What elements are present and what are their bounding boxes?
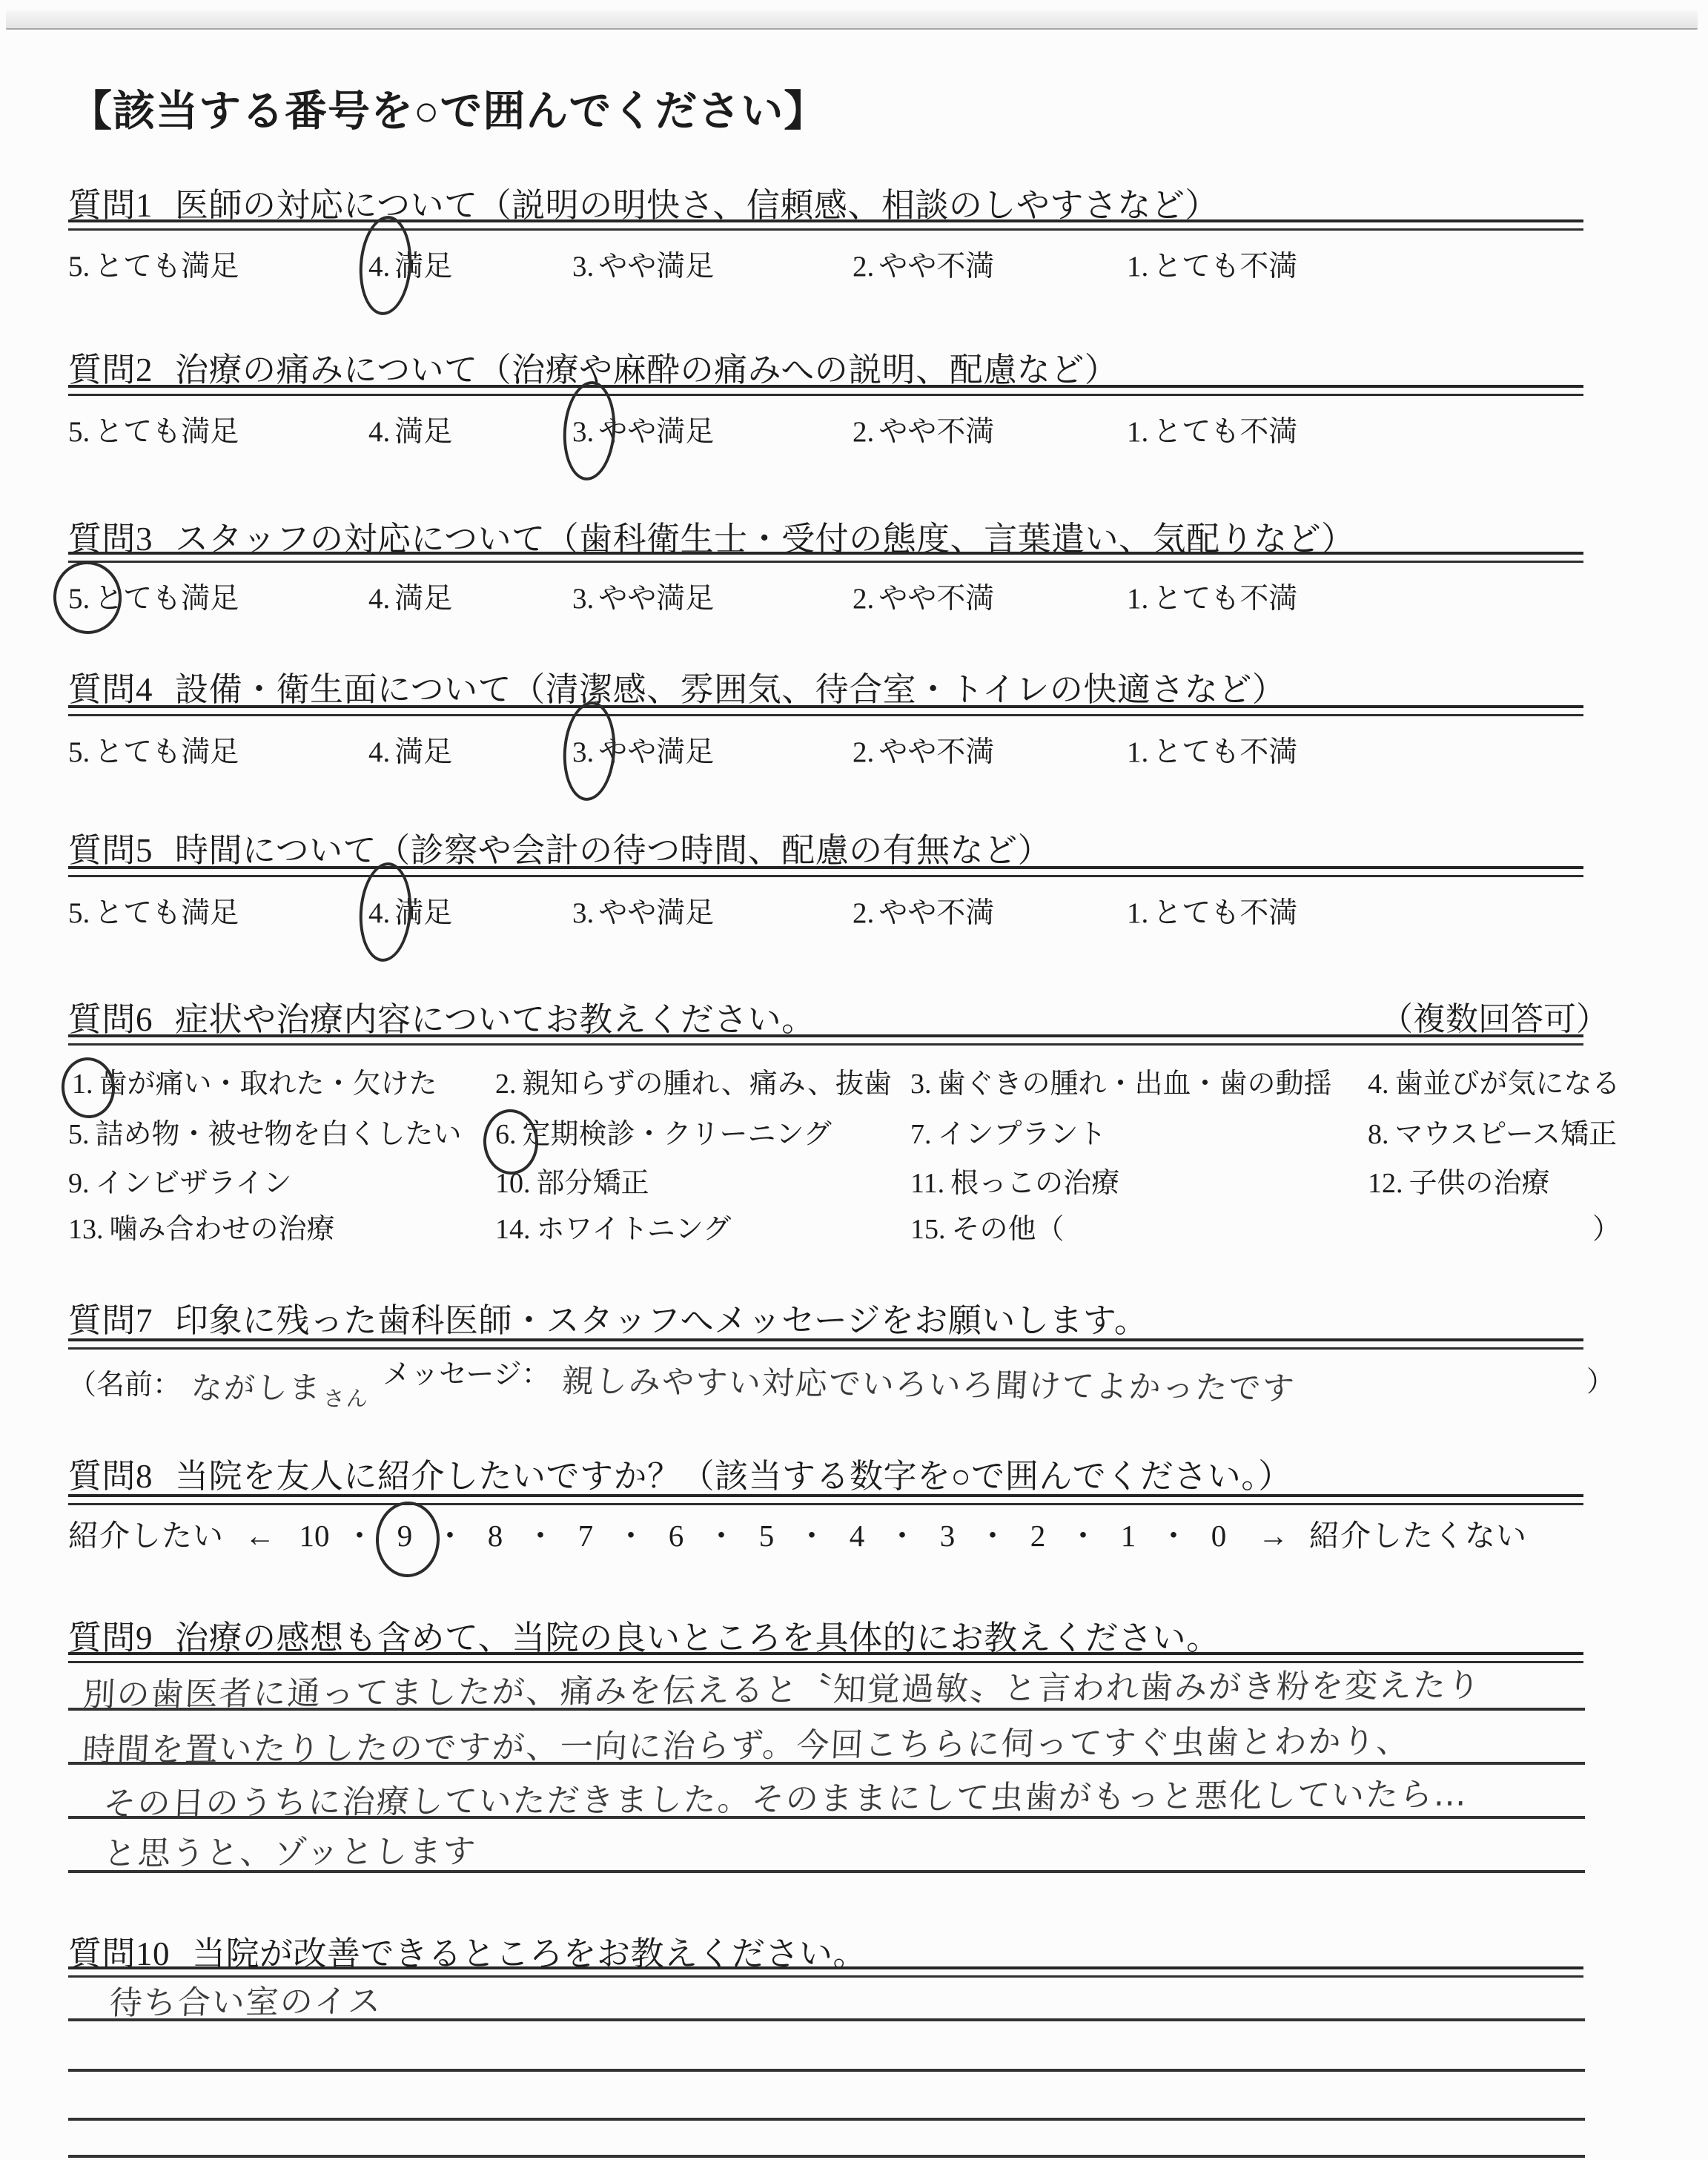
question-label: 質問6 [68, 1001, 153, 1038]
question-7-header [68, 1293, 1148, 1341]
q7-name-label: （名前： [68, 1370, 182, 1401]
question-4-header [68, 662, 1285, 710]
q6-option-3: 3. 歯ぐきの腫れ・出血・歯の動揺 [910, 1069, 1332, 1100]
q8-number-0: 0 [1211, 1519, 1227, 1553]
question-label: 質問4 [68, 671, 153, 708]
question-label: 質問5 [68, 832, 153, 869]
q10-handwritten-line-1: 待ち合い室のイス [108, 1982, 383, 2023]
q8-dot: ・ [1068, 1519, 1099, 1553]
likert-option-4: 4. 満足 [368, 890, 452, 931]
q7-message-value-handwritten: 親しみやすい対応でいろいろ聞けてよかったです [560, 1362, 1297, 1408]
q6-other-close-paren: ） [1592, 1214, 1621, 1245]
section-rule [68, 385, 1583, 396]
q8-number-4: 4 [849, 1519, 865, 1553]
likert-option-5: 5. とても満足 [68, 575, 239, 617]
question-title: 治療の痛みについて（治療や麻酔の痛みへの説明、配慮など） [175, 351, 1119, 389]
likert-option-1: 1. とても不満 [1127, 897, 1298, 929]
section-rule [68, 705, 1583, 716]
likert-row-q2 [0, 409, 1708, 453]
q6-option-13: 13. 噛み合わせの治療 [68, 1214, 335, 1245]
likert-option-4: 4. 満足 [368, 416, 453, 448]
q9-handwritten-line-2: 時間を置いたりしたのですが、一向に治らず。今回こちらに伺ってすぐ虫歯とわかり、 [82, 1722, 1411, 1770]
scan-artifact-bar [6, 10, 1698, 30]
answer-line [68, 2069, 1585, 2072]
q8-right-label: 紹介したくない [1309, 1519, 1527, 1553]
q8-number-2: 2 [1030, 1519, 1046, 1553]
q6-option-11: 11. 根っこの治療 [910, 1168, 1120, 1199]
multiple-answers-note: （複数回答可） [1380, 1001, 1609, 1037]
likert-option-5: 5. とても満足 [68, 416, 239, 448]
page-title: 【該当する番号を○で囲んでください】 [70, 88, 827, 135]
q6-option-1: 1. 歯が痛い・取れた・欠けた [72, 1060, 437, 1101]
likert-option-5: 5. とても満足 [68, 251, 239, 283]
q7-name-suffix-handwritten: さん [322, 1385, 370, 1412]
question-title: 治療の感想も含めて、当院の良いところを具体的にお教えください。 [175, 1619, 1220, 1657]
q8-number-10: 10 [299, 1519, 330, 1553]
likert-option-4: 4. 満足 [368, 736, 453, 768]
q6-option-9: 9. インビザライン [68, 1168, 292, 1199]
likert-option-3: 3. やや満足 [572, 729, 714, 770]
likert-row-q1 [0, 243, 1708, 288]
likert-option-2: 2. やや不満 [853, 416, 995, 448]
question-5-header [68, 823, 1051, 871]
likert-option-2: 2. やや不満 [853, 897, 995, 929]
q8-number-1: 1 [1120, 1519, 1136, 1553]
question-label: 質問10 [68, 1935, 171, 1972]
question-label: 質問8 [68, 1458, 153, 1495]
q8-number-5: 5 [758, 1519, 775, 1553]
question-8-header [68, 1449, 1292, 1497]
q8-number-9: 9 [386, 1518, 423, 1553]
likert-option-5: 5. とても満足 [68, 736, 239, 768]
q7-answer-row [68, 1358, 1297, 1412]
likert-option-3: 3. やや満足 [572, 409, 714, 450]
likert-option-2: 2. やや不満 [853, 251, 995, 283]
q9-handwritten-line-3: その日のうちに治療していただきました。そのままにして虫歯がもっと悪化していたら… [102, 1775, 1469, 1823]
q6-option-8: 8. マウスピース矯正 [1368, 1119, 1617, 1150]
q7-message-label: メッセージ： [383, 1359, 550, 1390]
question-title: 医師の対応について（説明の明快さ、信頼感、相談のしやすさなど） [175, 187, 1219, 224]
q6-option-15: 15. その他（ [910, 1214, 1065, 1245]
q8-dot: ・ [887, 1519, 918, 1553]
likert-option-1: 1. とても不満 [1127, 416, 1298, 448]
q9-handwritten-line-4: と思うと、ゾッとします [102, 1832, 478, 1873]
q8-dot: ・ [434, 1519, 466, 1553]
likert-option-2: 2. やや不満 [853, 583, 995, 615]
question-title: 当院が改善できるところをお教えください。 [192, 1935, 867, 1972]
likert-option-3: 3. やや満足 [572, 897, 715, 929]
section-rule [68, 866, 1583, 877]
likert-row-q3 [0, 575, 1708, 620]
q6-option-12: 12. 子供の治療 [1368, 1168, 1550, 1199]
likert-option-1: 1. とても不満 [1127, 736, 1298, 768]
likert-option-3: 3. やや満足 [572, 251, 715, 283]
q7-close-paren: ） [1586, 1367, 1615, 1398]
likert-option-5: 5. とても満足 [68, 897, 239, 929]
q7-name-value-handwritten: ながしま [190, 1369, 323, 1407]
q8-dot: ・ [706, 1519, 737, 1553]
question-title: 症状や治療内容についてお教えください。 [175, 1001, 815, 1038]
question-label: 質問3 [68, 521, 153, 558]
q8-dot: ・ [1158, 1519, 1189, 1553]
question-label: 質問7 [68, 1302, 153, 1339]
section-rule [68, 1494, 1583, 1505]
question-title: 印象に残った歯科医師・スタッフへメッセージをお願いします。 [175, 1302, 1148, 1339]
q8-dot: ・ [344, 1519, 375, 1553]
q8-number-7: 7 [577, 1519, 594, 1553]
q6-option-10: 10. 部分矯正 [495, 1168, 649, 1199]
likert-option-1: 1. とても不満 [1127, 583, 1298, 615]
q6-option-4: 4. 歯並びが気になる [1368, 1069, 1621, 1100]
right-arrow-icon: → [1258, 1519, 1288, 1553]
q8-left-label: 紹介したい [68, 1519, 224, 1553]
q8-number-6: 6 [668, 1519, 684, 1553]
likert-option-3: 3. やや満足 [572, 583, 715, 615]
q8-number-8: 8 [487, 1519, 503, 1553]
q8-number-3: 3 [939, 1519, 956, 1553]
answer-line [68, 2155, 1585, 2158]
q6-option-5: 5. 詰め物・被せ物を白くしたい [68, 1119, 462, 1150]
q9-handwritten-line-1: 別の歯医者に通ってましたが、痛みを伝えると〝知覚過敏〟と言われ歯みがき粉を変えたり [82, 1666, 1483, 1714]
q6-option-6: 6. 定期検診・クリーニング [495, 1111, 832, 1152]
section-rule [68, 1034, 1583, 1046]
question-title: 設備・衛生面について（清潔感、雰囲気、待合室・トイレの快適さなど） [175, 671, 1286, 708]
likert-option-4: 4. 満足 [368, 583, 453, 615]
q8-scale-row [68, 1511, 1527, 1555]
likert-option-4: 4. 満足 [368, 243, 452, 285]
q6-option-2: 2. 親知らずの腫れ、痛み、抜歯 [495, 1069, 893, 1100]
section-rule [68, 552, 1583, 563]
left-arrow-icon: ← [245, 1519, 275, 1553]
q8-dot: ・ [615, 1519, 646, 1553]
likert-row-q4 [0, 729, 1708, 773]
question-title: スタッフの対応について（歯科衛生士・受付の態度、言葉遣い、気配りなど） [175, 521, 1355, 558]
likert-row-q5 [0, 890, 1708, 934]
q8-dot: ・ [525, 1519, 556, 1553]
question-label: 質問2 [68, 351, 153, 389]
answer-line [68, 2118, 1585, 2121]
question-6-header [68, 992, 815, 1040]
question-label: 質問1 [68, 187, 153, 224]
q6-option-14: 14. ホワイトニング [495, 1214, 732, 1245]
section-rule [68, 219, 1583, 231]
likert-option-2: 2. やや不満 [853, 736, 995, 768]
question-title: 当院を友人に紹介したいですか？（該当する数字を○で囲んでください。） [175, 1458, 1292, 1495]
q6-option-7: 7. インプラント [910, 1119, 1107, 1150]
likert-option-1: 1. とても不満 [1127, 251, 1298, 283]
question-label: 質問9 [68, 1619, 153, 1657]
question-2-header [68, 343, 1118, 391]
section-rule [68, 1338, 1583, 1350]
q8-dot: ・ [977, 1519, 1008, 1553]
q8-dot: ・ [796, 1519, 827, 1553]
question-title: 時間について（診察や会計の待つ時間、配慮の有無など） [175, 832, 1052, 869]
